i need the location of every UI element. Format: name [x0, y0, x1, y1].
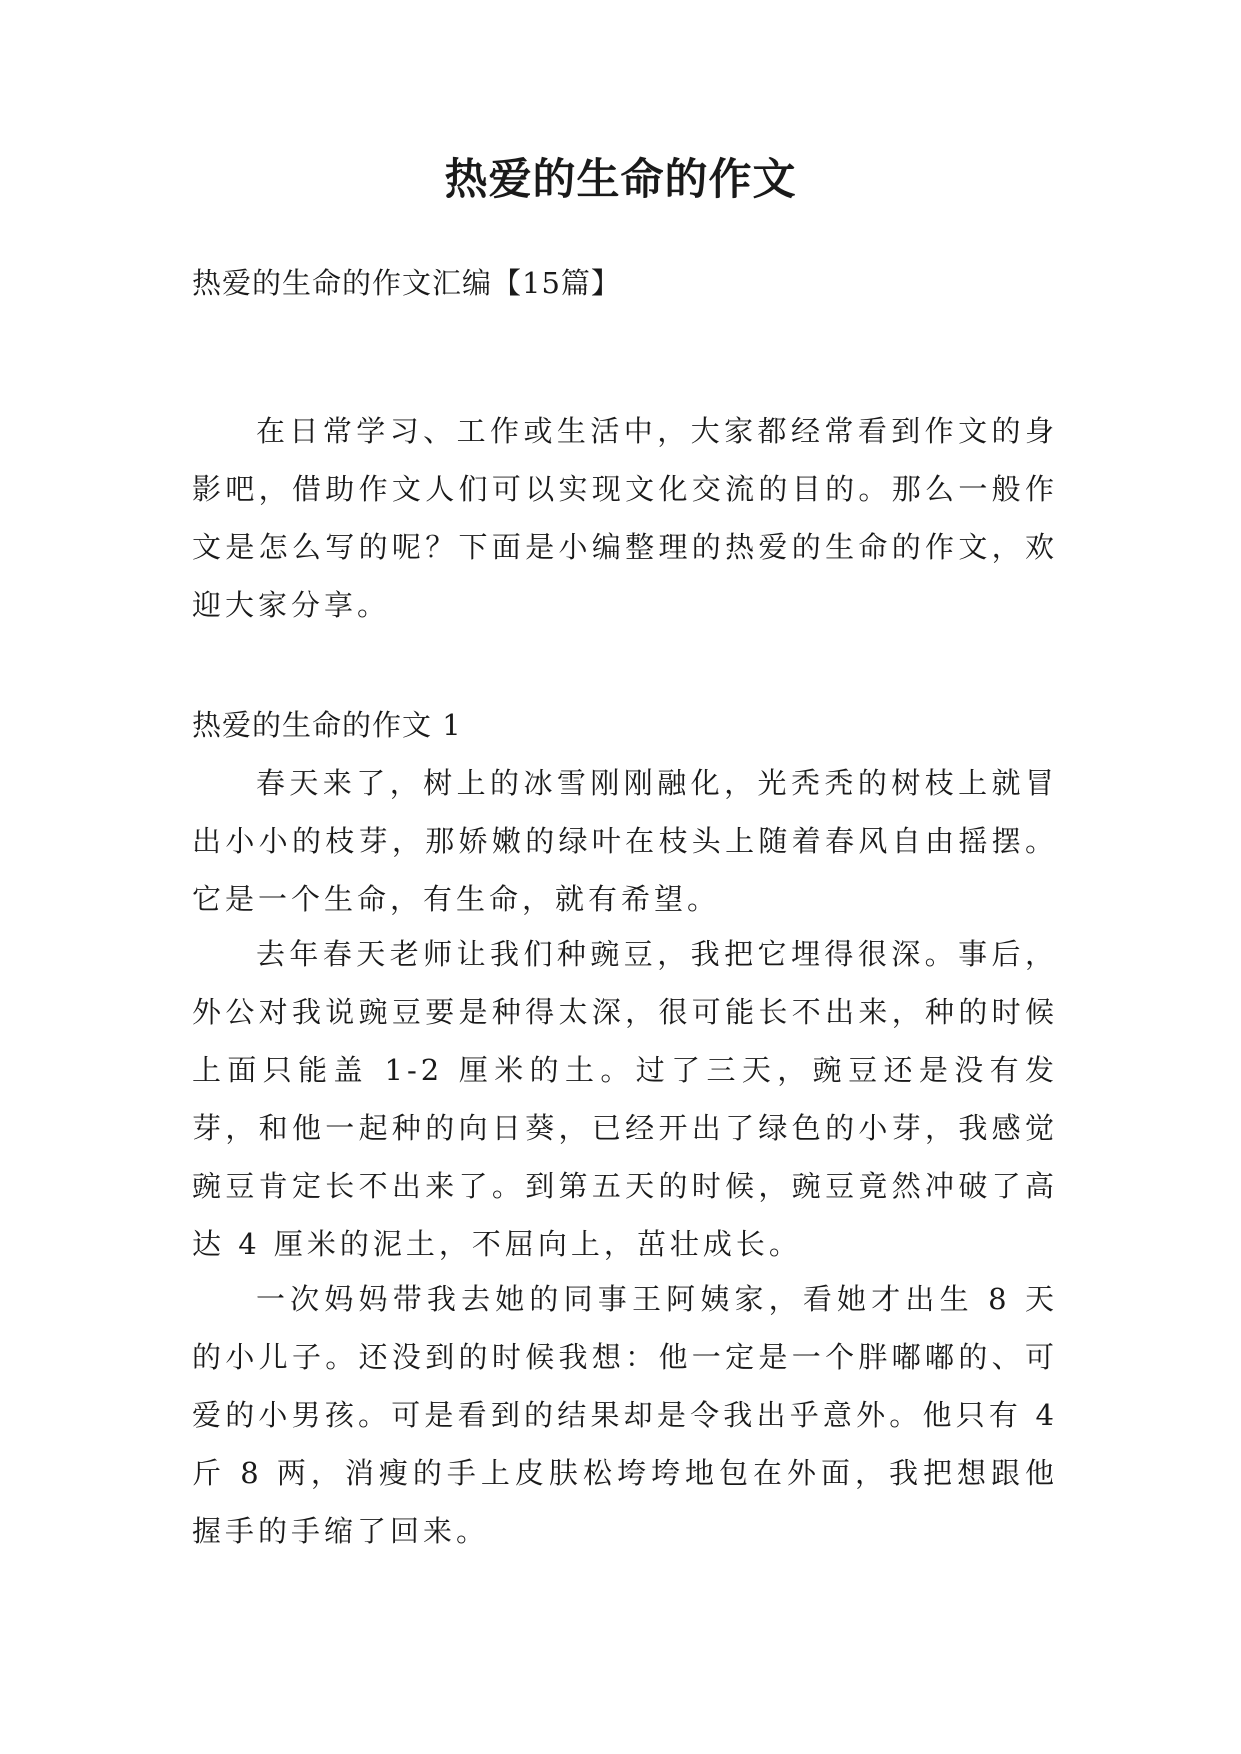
- document-subtitle: 热爱的生命的作文汇编【15篇】: [192, 266, 621, 300]
- body-paragraph: 春天来了，树上的冰雪刚刚融化，光秃秃的树枝上就冒出小小的枝芽，那娇嫩的绿叶在枝头上随着春风自由摇摆。它是一个生命，有生命，就有希望。: [192, 766, 1058, 916]
- body-paragraph: 去年春天老师让我们种豌豆，我把它埋得很深。事后，外公对我说豌豆要是种得太深，很可能长不出来，种的时候上面只能盖 1-2 厘米的土。过了三天，豌豆还是没有发芽，和他一起种的向日葵，已经开出了绿色的小芽，我感觉豌豆肯定长不出来了。到第五天的时候，豌豆竟然冲破了高达 4 厘米的泥土，不屈向上，茁壮成长。: [192, 937, 1058, 1261]
- section-heading: 热爱的生命的作文 1: [192, 708, 462, 742]
- intro-paragraph: 在日常学习、工作或生活中，大家都经常看到作文的身影吧，借助作文人们可以实现文化交流的目的。那么一般作文是怎么写的呢？下面是小编整理的热爱的生命的作文，欢迎大家分享。: [192, 414, 1058, 622]
- document-title: 热爱的生命的作文: [444, 155, 797, 205]
- body-paragraph: 一次妈妈带我去她的同事王阿姨家，看她才出生 8 天的小儿子。还没到的时候我想：他一定是一个胖嘟嘟的、可爱的小男孩。可是看到的结果却是令我出乎意外。他只有 4 斤 8 两，消瘦的手上皮肤松垮垮地包在外面，我把想跟他握手的手缩了回来。: [192, 1282, 1058, 1548]
